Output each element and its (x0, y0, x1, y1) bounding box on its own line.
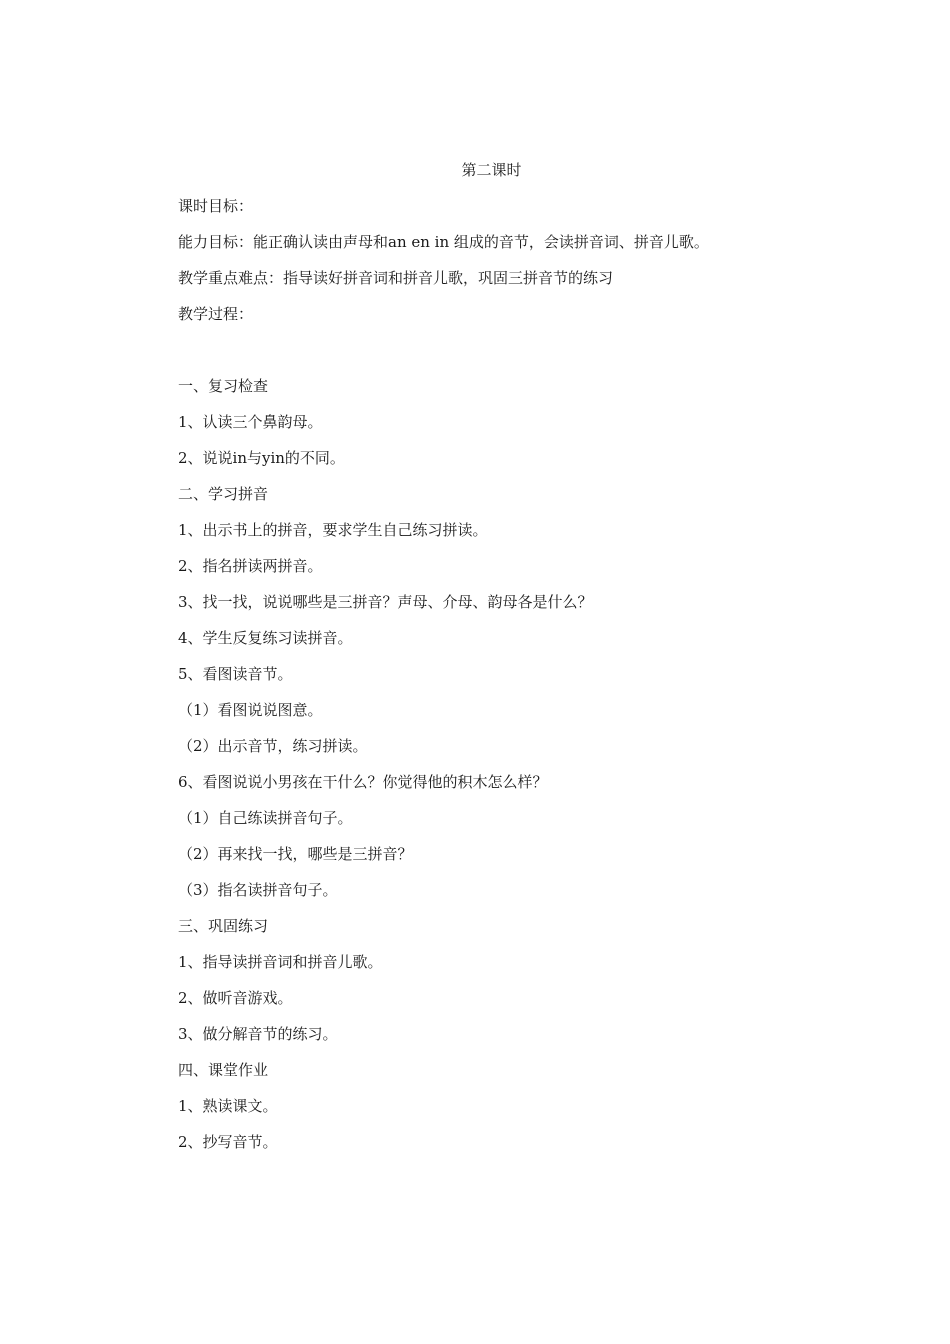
section-heading: 二、学习拼音 (178, 485, 269, 503)
list-item: 3、找一找，说说哪些是三拼音？声母、介母、韵母各是什么？ (178, 593, 593, 611)
list-item: 1、熟读课文。 (178, 1097, 278, 1115)
list-item: （3）指名读拼音句子。 (178, 881, 338, 899)
list-item: 2、说说in与yin的不同。 (178, 449, 345, 467)
list-item: 6、看图说说小男孩在干什么？你觉得他的积木怎么样？ (178, 773, 548, 791)
list-item: 5、看图读音节。 (178, 665, 293, 683)
list-item: 1、指导读拼音词和拼音儿歌。 (178, 953, 383, 971)
list-item: 1、出示书上的拼音，要求学生自己练习拼读。 (178, 521, 488, 539)
list-item: 1、认读三个鼻韵母。 (178, 413, 323, 431)
list-item: 3、做分解音节的练习。 (178, 1025, 338, 1043)
ability-goal: 能力目标：能正确认读由声母和an en in 组成的音节，会读拼音词、拼音儿歌。 (178, 233, 709, 251)
list-item: 2、做听音游戏。 (178, 989, 293, 1007)
section-heading: 一、复习检查 (178, 377, 269, 395)
list-item: （2）出示音节，练习拼读。 (178, 737, 368, 755)
section-heading: 三、巩固练习 (178, 917, 269, 935)
section-heading: 四、课堂作业 (178, 1061, 269, 1079)
list-item: 4、学生反复练习读拼音。 (178, 629, 353, 647)
list-item: （1）看图说说图意。 (178, 701, 323, 719)
list-item: 2、抄写音节。 (178, 1133, 278, 1151)
list-item: （1）自己练读拼音句子。 (178, 809, 353, 827)
document-body (178, 196, 878, 1168)
list-item: 2、指名拼读两拼音。 (178, 557, 323, 575)
list-item: （2）再来找一找，哪些是三拼音？ (178, 845, 413, 863)
objectives-label: 课时目标： (178, 197, 254, 215)
key-points: 教学重点难点：指导读好拼音词和拼音儿歌，巩固三拼音节的练习 (178, 269, 614, 287)
process-label: 教学过程： (178, 305, 254, 323)
page-title: 第二课时 (461, 161, 522, 179)
